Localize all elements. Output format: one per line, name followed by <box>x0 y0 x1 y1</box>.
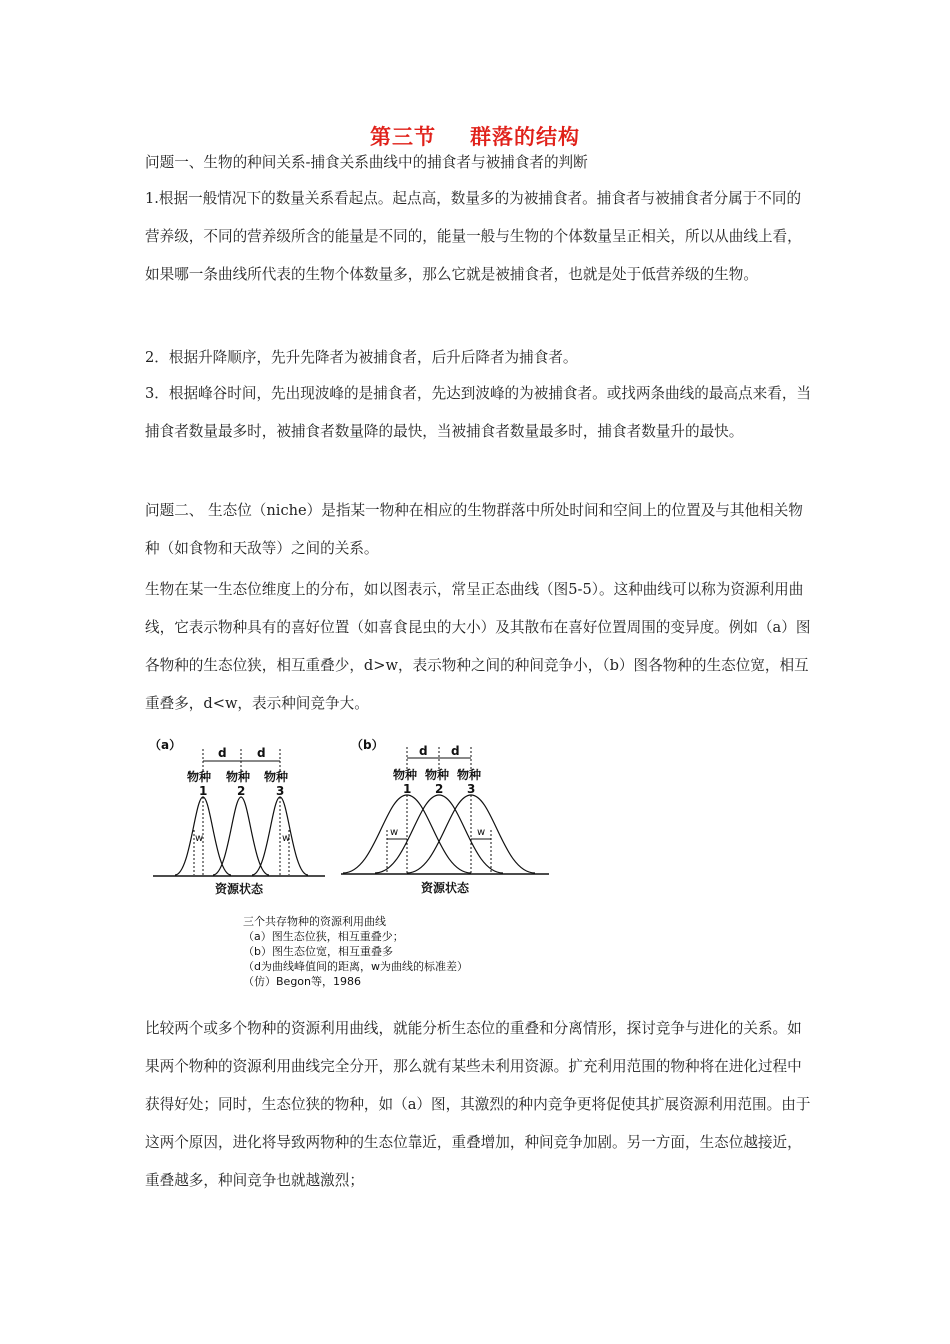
paragraph-rule-3: 3．根据峰谷时间，先出现波峰的是捕食者，先达到波峰的为被捕食者。或找两条曲线的最高点来看，当捕食者数量最多时，被捕食者数量降的最快，当被捕食者数量最多时，捕食者数量升的最快。 <box>145 385 812 440</box>
panel-a-num-2: 2 <box>237 784 246 798</box>
panel-a-w-right: w <box>282 833 291 844</box>
paragraph-rule-1: 1.根据一般情况下的数量关系看起点。起点高，数量多的为被捕食者。捕食者与被捕食者分属于不同的营养级，不同的营养级所含的能量是不同的，能量一般与生物的个体数量呈正相关，所以从曲线上看，如果哪一条曲线所代表的生物个体数量多，那么它就是被捕食者，也就是处于低营养级的生物。 <box>145 190 802 283</box>
panel-b-num-1: 1 <box>403 782 412 796</box>
panel-b-w-right: w <box>477 827 486 838</box>
caption-line-5: （仿）Begon等，1986 <box>243 975 361 988</box>
panel-a-num-3: 3 <box>276 784 285 798</box>
panel-b-d1-label: d <box>419 744 428 758</box>
panel-a-w-left: w <box>195 833 204 844</box>
resource-utilization-figure <box>145 735 557 997</box>
page-title <box>0 121 950 151</box>
panel-b-species-1: 物种 <box>393 768 418 782</box>
niche-paragraph: 生物在某一生态位维度上的分布，如以图表示，常呈正态曲线（图5-5）。这种曲线可以称为资源利用曲线，它表示物种具有的喜好位置（如喜食昆虫的大小）及其散布在喜好位置周围的变异度。例如（a）图各物种的生态位狭，相互重叠少，d>w，表示物种之间的种间竞争小，（b）图各物种的生态位宽，相互重叠多，d<w，表示种间竞争大。 <box>145 581 811 712</box>
panel-b-tag: （b） <box>351 738 384 752</box>
panel-a-d2-label: d <box>257 746 266 760</box>
panel-b-d-markers <box>407 747 471 769</box>
panel-b-curve-1 <box>343 795 471 873</box>
panel-b-w-left: w <box>390 827 399 838</box>
caption-line-1: 三个共存物种的资源利用曲线 <box>243 915 386 928</box>
figure-svg <box>145 735 557 997</box>
panel-b-w-markers <box>387 795 491 873</box>
caption-line-2: （a）图生态位狭，相互重叠少； <box>243 930 404 943</box>
panel-b-species-2: 物种 <box>425 768 450 782</box>
competition-paragraph: 比较两个或多个物种的资源利用曲线，就能分析生态位的重叠和分离情形，探讨竞争与进化的关系。如果两个物种的资源利用曲线完全分开，那么就有某些未利用资源。扩充利用范围的物种将在进化过程中获得好处；同时，生态位狭的物种，如（a）图，其激烈的种内竞争更将促使其扩展资源利用范围。由于这两个原因，进化将导致两物种的生态位靠近，重叠增加，种间竞争加剧。另一方面，生态位越接近，重叠越多，种间竞争也就越激烈； <box>145 1020 811 1189</box>
paragraph-rule-2: 2．根据升降顺序，先升先降者为被捕食者，后升后降者为捕食者。 <box>145 349 578 366</box>
question-two-paragraph: 问题二、 生态位（niche）是指某一物种在相应的生物群落中所处时间和空间上的位置及与其他相关物种（如食物和天敌等）之间的关系。 <box>145 502 803 557</box>
panel-b-num-2: 2 <box>435 782 444 796</box>
question-one-heading: 问题一、生物的种间关系-捕食关系曲线中的捕食者与被捕食者的判断 <box>145 154 588 171</box>
panel-b-num-3: 3 <box>467 782 476 796</box>
panel-a-num-1: 1 <box>199 784 208 798</box>
title-section: 第三节 <box>370 125 436 149</box>
panel-b-axis-label: 资源状态 <box>421 881 470 895</box>
panel-a-axis-label: 资源状态 <box>215 882 264 896</box>
panel-b-d2-label: d <box>451 744 460 758</box>
caption-line-3: （b）图生态位宽，相互重叠多 <box>243 945 393 958</box>
panel-a-curve-3 <box>252 797 308 875</box>
panel-a-tag: （a） <box>149 738 182 752</box>
panel-a-species-3: 物种 <box>264 770 289 784</box>
panel-b-curves <box>343 795 535 873</box>
panel-a-d1-label: d <box>218 746 227 760</box>
panel-b-species-3: 物种 <box>457 768 482 782</box>
title-topic: 群落的结构 <box>470 125 580 149</box>
caption-line-4: （d为曲线峰值间的距离，w为曲线的标准差） <box>243 960 468 973</box>
panel-b-curve-3 <box>407 795 535 873</box>
panel-a-species-2: 物种 <box>226 770 251 784</box>
panel-a-species-1: 物种 <box>187 770 212 784</box>
